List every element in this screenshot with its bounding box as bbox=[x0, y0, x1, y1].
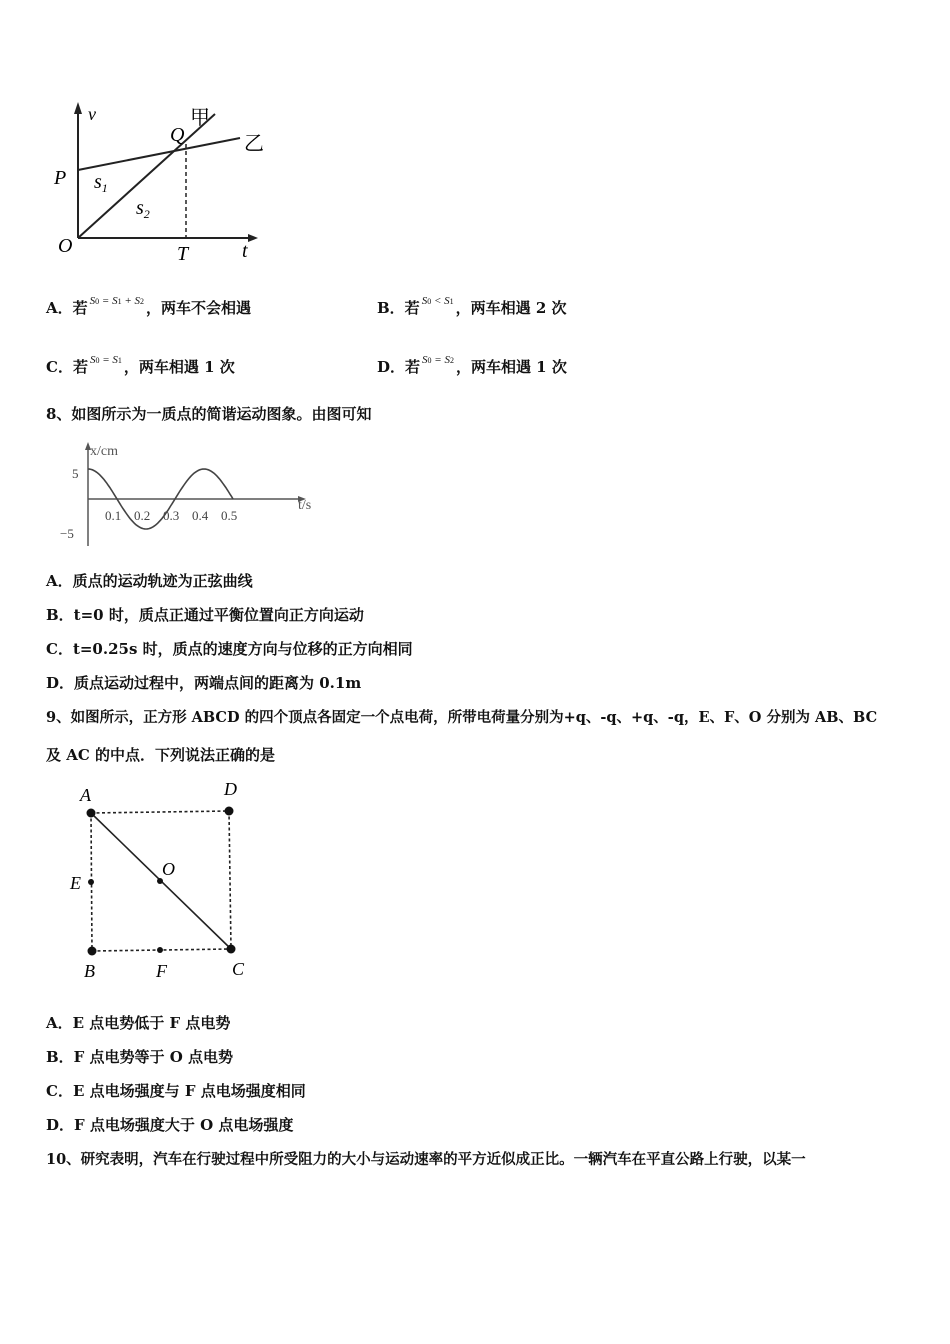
ytick-pos: 5 bbox=[72, 466, 79, 481]
q8-option-c: C．t=0.25s 时，质点的速度方向与位移的正方向相同 bbox=[46, 640, 413, 658]
label-E: E bbox=[70, 873, 81, 893]
q7-option-c: C．若 $^{S0 = S1}$ ，两车相遇 1 次 bbox=[46, 354, 235, 376]
xtick-label: 0.3 bbox=[163, 508, 180, 523]
q9-option-d: D．F 点电场强度大于 O 点电场强度 bbox=[46, 1116, 294, 1134]
q9-stem-line1: 9、如图所示，正方形 ABCD 的四个顶点各固定一个点电荷，所带电荷量分别为+q、-q、+q、-q，E、F、O 分别为 AB、BC bbox=[46, 709, 878, 726]
label-B: B bbox=[84, 961, 95, 981]
label-D: D bbox=[224, 779, 237, 799]
label-O: O bbox=[162, 859, 175, 879]
label-s1: $s_1$ bbox=[94, 171, 108, 195]
label-v: v bbox=[88, 104, 96, 124]
label-jia: 甲 bbox=[190, 107, 210, 129]
xtick-label: 0.2 bbox=[134, 508, 151, 523]
point-B bbox=[88, 947, 97, 956]
v-arrow bbox=[74, 102, 82, 114]
label-F: F bbox=[156, 961, 167, 981]
label-Q: Q bbox=[170, 124, 185, 146]
ytick-neg: −5 bbox=[60, 526, 74, 541]
label-O: O bbox=[58, 235, 73, 257]
xlabel: t/s bbox=[298, 498, 312, 513]
label-A: A bbox=[80, 785, 91, 805]
point-A bbox=[87, 809, 96, 818]
edge-DC bbox=[229, 811, 231, 949]
q10-stem: 10、研究表明，汽车在行驶过程中所受阻力的大小与运动速率的平方近似成正比。一辆汽车在平直公路上行驶，以某一 bbox=[46, 1151, 806, 1168]
label-T: T bbox=[177, 243, 189, 265]
xtick-label: 0.4 bbox=[192, 508, 209, 523]
label-yi: 乙 bbox=[244, 133, 264, 155]
label-s2: $s_2$ bbox=[136, 197, 150, 221]
ylabel: x/cm bbox=[90, 444, 118, 459]
q7-option-b: B．若 $^{S0 < S1}$ ，两车相遇 2 次 bbox=[377, 295, 567, 317]
xtick-label: 0.5 bbox=[221, 508, 238, 523]
shm-graph bbox=[50, 440, 330, 550]
label-P: P bbox=[54, 167, 67, 189]
point-D bbox=[225, 807, 234, 816]
xtick-label: 0.1 bbox=[105, 508, 122, 523]
q8-option-d: D．质点运动过程中，两端点间的距离为 0.1m bbox=[46, 674, 362, 692]
point-F bbox=[157, 947, 163, 953]
q7-option-a: A．若 $^{S0 = S1 + S2}$ ，两车不会相遇 bbox=[46, 295, 252, 317]
q8-option-a: A．质点的运动轨迹为正弦曲线 bbox=[46, 572, 253, 590]
label-t: t bbox=[242, 240, 248, 262]
label-C: C bbox=[232, 959, 245, 979]
q9-stem-line2: 及 AC 的中点．下列说法正确的是 bbox=[46, 746, 276, 764]
q9-option-c: C．E 点电场强度与 F 点电场强度相同 bbox=[46, 1082, 306, 1100]
t-arrow bbox=[248, 234, 258, 242]
q9-option-b: B．F 点电势等于 O 点电势 bbox=[46, 1048, 234, 1066]
point-C bbox=[227, 945, 236, 954]
q9-option-a: A．E 点电势低于 F 点电势 bbox=[46, 1014, 231, 1032]
q8-stem: 8、如图所示为一质点的简谐运动图象。由图可知 bbox=[46, 405, 372, 423]
square-figure bbox=[60, 775, 260, 990]
edge-AD bbox=[91, 811, 229, 813]
point-E bbox=[88, 879, 94, 885]
vt-graph bbox=[50, 100, 280, 270]
q8-option-b: B．t=0 时，质点正通过平衡位置向正方向运动 bbox=[46, 606, 364, 624]
q7-option-d: D．若 $^{S0 = S2}$ ，两车相遇 1 次 bbox=[377, 354, 567, 376]
